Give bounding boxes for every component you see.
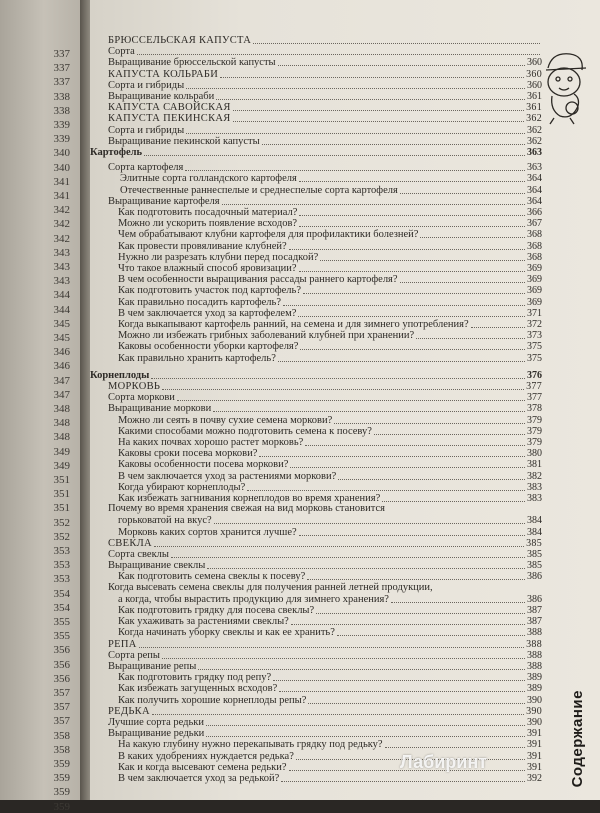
previous-page-number: 338	[53, 104, 70, 117]
toc-page-number: 368	[527, 251, 542, 263]
toc-leader-dots	[162, 389, 524, 390]
toc-leader-dots	[400, 193, 525, 194]
previous-page-number: 345	[53, 332, 70, 344]
previous-page-number: 352	[53, 516, 70, 529]
toc-page-number: 388	[527, 627, 542, 639]
toc-page-number: 360	[527, 57, 542, 69]
toc-leader-dots	[216, 99, 525, 100]
toc-entry-title: Выращивание редьки	[108, 728, 205, 740]
toc-page-number: 369	[527, 296, 542, 308]
toc-page-number: 368	[527, 240, 542, 252]
previous-page-number: 352	[53, 530, 70, 543]
toc-page-number: 382	[527, 470, 542, 482]
toc-entry-title: СВЕКЛА	[108, 537, 152, 549]
toc-leader-dots	[299, 181, 525, 182]
toc-leader-dots	[154, 546, 524, 547]
toc-page-number: 361	[527, 91, 542, 102]
toc-page-number: 385	[526, 537, 542, 549]
toc-entry-title: Сорта картофеля	[108, 162, 184, 174]
toc-leader-dots	[298, 316, 525, 317]
toc-entry[interactable]	[90, 582, 542, 594]
toc-entry-title: Выращивание свеклы	[108, 560, 206, 572]
toc-leader-dots	[303, 293, 525, 294]
section-label: Содержание	[569, 690, 586, 788]
toc-page-number: 360	[527, 79, 542, 91]
toc-leader-dots	[273, 680, 525, 681]
toc-entry-title: Как подготовить участок под картофель?	[118, 285, 301, 297]
toc-page-number: 390	[526, 705, 542, 717]
previous-page-number: 347	[53, 374, 70, 387]
toc-entry-title: Как правильно хранить картофель?	[118, 352, 276, 364]
previous-page-number: 356	[53, 644, 70, 657]
toc-entry-title: Как получить хорошие корнеплоды репы?	[118, 694, 307, 706]
toc-entry[interactable]	[90, 146, 542, 159]
previous-page-number: 344	[53, 289, 70, 302]
toc-page-number: 390	[527, 717, 542, 728]
previous-page-number: 349	[53, 445, 70, 458]
previous-page-number: 338	[53, 90, 70, 103]
toc-page-number: 371	[527, 307, 542, 319]
previous-page-number: 351	[53, 502, 70, 515]
toc-leader-dots	[253, 43, 540, 44]
toc-page-number: 391	[527, 739, 542, 751]
toc-page-number: 364	[527, 173, 542, 185]
toc-leader-dots	[185, 170, 525, 171]
previous-page	[0, 0, 80, 813]
toc-entry[interactable]	[90, 352, 542, 365]
toc-leader-dots	[198, 669, 525, 670]
previous-page-number: 343	[53, 261, 70, 273]
previous-page-number: 344	[53, 303, 70, 316]
toc-leader-dots	[400, 282, 525, 283]
previous-page-number: 359	[53, 758, 70, 770]
toc-entry[interactable]	[90, 772, 542, 785]
previous-page-number: 346	[53, 360, 70, 373]
toc-leader-dots	[391, 602, 525, 603]
toc-page-number: 369	[527, 274, 542, 286]
toc-entry-title: Выращивание брюссельской капусты	[108, 57, 276, 69]
toc-entry-title: КАПУСТА КОЛЬРАБИ	[108, 68, 219, 80]
toc-entry-title: КАПУСТА ПЕКИНСКАЯ	[108, 113, 231, 125]
toc-entry-title: Морковь каких сортов хранится лучше?	[118, 526, 297, 538]
toc-leader-dots	[213, 411, 525, 412]
toc-leader-dots	[420, 237, 525, 238]
toc-leader-dots	[299, 535, 525, 536]
toc-leader-dots	[307, 579, 525, 580]
toc-entry-title: Как избежать загущенных всходов?	[118, 683, 278, 695]
toc-entry-title: На каких почвах хорошо растет морковь?	[118, 437, 304, 448]
toc-entry-title: Как правильно посадить картофель?	[118, 296, 281, 308]
previous-page-number: 342	[53, 218, 70, 231]
toc-leader-dots	[162, 658, 525, 659]
toc-leader-dots	[278, 361, 525, 362]
toc-leader-dots	[222, 204, 525, 205]
toc-page-number: 389	[527, 672, 542, 684]
previous-page-number: 342	[53, 204, 70, 217]
toc-leader-dots	[233, 121, 525, 122]
toc-entry-title: Можно ли избежать грибных заболеваний клубней при хранении?	[118, 330, 415, 342]
toc-entry-title: Сорта свеклы	[108, 549, 169, 560]
previous-page-number: 353	[53, 573, 70, 586]
toc-entry-title: Корнеплоды	[90, 369, 150, 381]
toc-leader-dots	[299, 215, 525, 216]
toc-leader-dots	[262, 144, 525, 145]
toc-entry-title: РЕПА	[108, 638, 137, 650]
toc-leader-dots	[471, 327, 525, 328]
previous-page-number: 341	[53, 190, 70, 202]
toc-page-number: 364	[527, 195, 542, 207]
previous-page-number: 343	[53, 246, 70, 259]
toc-entry-title: Выращивание пекинской капусты	[108, 135, 260, 147]
previous-page-number: 348	[53, 403, 70, 415]
previous-page-number: 340	[53, 161, 70, 174]
toc-leader-dots	[337, 635, 525, 636]
toc-page-number: 366	[527, 207, 542, 218]
previous-page-number: 357	[53, 715, 70, 728]
toc-leader-dots	[186, 133, 525, 134]
toc-leader-dots	[283, 305, 525, 306]
toc-leader-dots	[247, 490, 525, 491]
previous-page-number: 346	[53, 346, 70, 359]
previous-page-number: 355	[53, 616, 70, 628]
toc-entry-title: В чем заключается уход за картофелем?	[118, 307, 297, 319]
toc-leader-dots	[300, 349, 525, 350]
toc-entry-title: Сорта и гибриды	[108, 124, 185, 136]
previous-page-number: 357	[53, 687, 70, 699]
previous-page-number: 337	[53, 76, 70, 89]
toc-entry-title: Как подготовить грядку для посева свеклы?	[118, 605, 315, 616]
toc-page-number: 369	[527, 285, 542, 297]
toc-entry-title: Лучшие сорта редьки	[108, 717, 205, 728]
toc-leader-dots	[279, 691, 525, 692]
toc-entry-title: Как избежать загнивания корнеплодов во время хранения?	[118, 493, 381, 504]
toc-entry-title: Сорта репы	[108, 649, 160, 661]
previous-page-number: 348	[53, 431, 70, 444]
toc-entry-title: Выращивание картофеля	[108, 195, 220, 207]
previous-page-number: 355	[53, 630, 70, 643]
toc-entry-title: а когда, чтобы вырастить продукцию для зимнего хранения?	[118, 593, 389, 605]
previous-page-number: 348	[53, 417, 70, 430]
toc-page-number: 389	[527, 683, 542, 695]
previous-page-number: 353	[53, 545, 70, 557]
toc-page-number: 362	[527, 124, 542, 136]
toc-leader-dots	[289, 249, 525, 250]
toc-leader-dots	[281, 781, 525, 782]
toc-entry-title: БРЮССЕЛЬСКАЯ КАПУСТА	[108, 35, 252, 46]
toc-page-number: 379	[527, 414, 542, 426]
previous-page-number: 359	[53, 786, 70, 799]
toc-leader-dots	[151, 378, 525, 379]
toc-page-number: 377	[527, 392, 542, 404]
toc-entry-title: Когда убирают корнеплоды?	[118, 481, 246, 493]
toc-entry-title: Как подготовить посадочный материал?	[118, 207, 298, 218]
toc-entry[interactable]	[90, 503, 542, 515]
toc-entry-title: горьковатой на вкус?	[118, 515, 212, 527]
toc-entry-title: В чем заключается уход за растениями моркови?	[118, 470, 337, 482]
toc-page-number: 373	[527, 330, 542, 342]
toc-page-number: 391	[527, 750, 542, 762]
toc-leader-dots	[206, 725, 525, 726]
toc-leader-dots	[338, 479, 525, 480]
previous-page-number: 339	[53, 119, 70, 131]
previous-page-number: 351	[53, 474, 70, 486]
previous-page-number: 353	[53, 559, 70, 572]
toc-page-number: 386	[527, 571, 542, 583]
toc-entry-title: Можно ли сеять в почву сухие семена моркови?	[118, 414, 333, 426]
toc-leader-dots	[320, 260, 525, 261]
toc-page-number: 387	[527, 616, 542, 628]
toc-page-number: 385	[527, 549, 542, 560]
previous-page-number: 354	[53, 601, 70, 614]
toc-entry-title: Картофель	[90, 147, 143, 158]
toc-entry-title: Выращивание моркови	[108, 403, 212, 415]
previous-page-number: 358	[53, 743, 70, 756]
toc-page-number: 388	[527, 649, 542, 661]
toc-entry-title: Выращивание репы	[108, 661, 197, 672]
toc-page-number: 362	[526, 113, 542, 125]
toc-page-number: 388	[526, 638, 542, 650]
book-gutter	[80, 0, 90, 800]
toc-entry-title: РЕДЬКА	[108, 705, 150, 717]
toc-leader-dots	[299, 271, 525, 272]
toc-page-number: 379	[527, 437, 542, 448]
toc-page-number: 391	[527, 761, 542, 773]
toc-entry-title: Каковы особенности посева моркови?	[118, 459, 289, 471]
toc-page-number: 367	[527, 218, 542, 230]
toc-page-number: 381	[527, 459, 542, 471]
previous-page-number: 347	[53, 388, 70, 401]
toc-page-number: 385	[527, 560, 542, 572]
toc-leader-dots	[259, 456, 525, 457]
toc-entry-title: Что такое влажный способ яровизации?	[118, 263, 297, 274]
toc-leader-dots	[137, 54, 540, 55]
toc-leader-dots	[316, 613, 525, 614]
toc-leader-dots	[144, 155, 525, 156]
toc-leader-dots	[233, 110, 524, 111]
mascot-icon	[534, 46, 594, 126]
previous-page-number: 359	[53, 800, 70, 813]
toc-leader-dots	[290, 467, 525, 468]
toc-entry-title: Чем обрабатывают клубни картофеля для профилактики болезней?	[118, 229, 419, 241]
toc-page-number: 364	[527, 184, 542, 196]
toc-entry-title: Какими способами можно подготовить семена к посеву?	[118, 425, 372, 437]
toc-page-number: 387	[527, 605, 542, 616]
toc-page-number: 376	[527, 369, 542, 381]
previous-page-number: 339	[53, 133, 70, 146]
toc-page-number: 380	[527, 448, 542, 460]
toc-entry-title: Сорта	[108, 46, 135, 58]
toc-leader-dots	[152, 714, 524, 715]
toc-leader-dots	[374, 434, 525, 435]
toc-page-number: 360	[526, 68, 542, 80]
toc-leader-dots	[334, 423, 525, 424]
watermark-logo: Лабиринт	[400, 752, 488, 772]
toc-page-number: 377	[526, 381, 542, 392]
toc-page-number: 379	[527, 425, 542, 437]
previous-page-number: 341	[53, 175, 70, 188]
toc-page-number: 388	[527, 661, 542, 672]
toc-entry-title: Как подготовить грядку под репу?	[118, 672, 272, 684]
toc-page-number: 386	[527, 593, 542, 605]
toc-leader-dots	[382, 501, 525, 502]
toc-page-number: 375	[527, 341, 542, 353]
toc-entry-title: Можно ли ускорить появление всходов?	[118, 218, 298, 230]
toc-leader-dots	[278, 65, 525, 66]
toc-leader-dots	[177, 400, 525, 401]
toc-entry-title: Когда высевать семена свеклы для получения ранней летней продукции,	[108, 581, 433, 593]
previous-page-number: 342	[53, 232, 70, 245]
previous-page-number: 356	[53, 658, 70, 671]
toc-page-number: 375	[527, 352, 542, 364]
toc-page-number: 362	[527, 135, 542, 147]
toc-page-number: 391	[527, 728, 542, 740]
toc-entry-title: Выращивание кольраби	[108, 91, 215, 102]
toc-leader-dots	[308, 703, 525, 704]
previous-page-number: 357	[53, 701, 70, 714]
toc-page-number: 363	[527, 147, 542, 158]
toc-entry-title: Как и когда высевают семена редьки?	[118, 761, 287, 773]
toc-leader-dots	[299, 226, 525, 227]
toc-entry-title: Элитные сорта голландского картофеля	[120, 173, 297, 185]
toc-page-number: 383	[527, 481, 542, 493]
toc-entry-title: Почему во время хранения свежая на вид морковь становится	[108, 503, 385, 515]
toc-leader-dots	[186, 88, 525, 89]
toc-leader-dots	[214, 523, 525, 524]
toc-leader-dots	[220, 77, 524, 78]
toc-entry-title: Когда начинать уборку свеклы и как ее хранить?	[118, 627, 335, 639]
toc-entry-title: Каковы особенности уборки картофеля?	[118, 341, 299, 353]
toc-entry-title: Как провести провяливание клубней?	[118, 240, 287, 252]
toc-page-number: 383	[527, 493, 542, 504]
toc-entry-title: Как ухаживать за растениями свеклы?	[118, 616, 289, 628]
toc-page-number: 378	[527, 403, 542, 415]
previous-page-number: 351	[53, 488, 70, 501]
toc-page-number: 372	[527, 319, 542, 330]
toc-entry-title: Нужно ли разрезать клубни перед посадкой?	[118, 251, 319, 263]
previous-page-number: 343	[53, 275, 70, 288]
previous-page-number: 337	[53, 48, 70, 60]
toc-page-number: 368	[527, 229, 542, 241]
toc-entry-title: Сорта и гибриды	[108, 79, 185, 91]
toc-leader-dots	[171, 557, 525, 558]
toc-page-number: 361	[526, 102, 542, 114]
toc-page-number: 384	[527, 515, 542, 527]
toc-leader-dots	[207, 568, 525, 569]
toc-entry-title: МОРКОВЬ	[108, 381, 161, 392]
toc-leader-dots	[291, 624, 525, 625]
toc-page-number: 392	[527, 773, 542, 784]
toc-leader-dots	[305, 445, 525, 446]
toc-leader-dots	[139, 647, 524, 648]
previous-page-number: 345	[53, 317, 70, 330]
previous-page-number: 337	[53, 62, 70, 75]
toc-entry-title: Когда выкапывают картофель ранний, на семена и для зимнего употребления?	[118, 319, 469, 330]
toc-entry-title: Как подготовить семена свеклы к посеву?	[118, 571, 306, 583]
toc-page-number: 384	[527, 526, 542, 538]
previous-page-number: 349	[53, 459, 70, 472]
toc-leader-dots	[385, 747, 525, 748]
previous-page-number: 358	[53, 729, 70, 742]
toc-entry-title: В чем особенности выращивания рассады раннего картофеля?	[118, 274, 398, 286]
toc-entry-title: КАПУСТА САВОЙСКАЯ	[108, 102, 231, 114]
toc-entry-title: Сорта моркови	[108, 392, 175, 404]
previous-page-number: 354	[53, 587, 70, 600]
toc-leader-dots	[206, 736, 525, 737]
toc-page-number: 363	[527, 162, 542, 174]
contents-page	[90, 0, 600, 800]
toc-entry-title: Отечественные раннеспелые и среднеспелые сорта картофеля	[120, 184, 398, 196]
toc-entry-title: В каких удобрениях нуждается редька?	[118, 750, 294, 762]
previous-page-number: 359	[53, 772, 70, 785]
previous-page-number: 340	[53, 147, 70, 160]
toc-entry-title: На какую глубину нужно перекапывать грядку под редьку?	[118, 739, 383, 751]
toc-page-number: 390	[527, 694, 542, 706]
toc-page-number: 369	[527, 263, 542, 274]
toc-leader-dots	[416, 338, 525, 339]
toc-entry-title: В чем заключается уход за редькой?	[118, 773, 280, 784]
previous-page-number: 356	[53, 672, 70, 685]
toc-entry-title: Каковы сроки посева моркови?	[118, 448, 258, 460]
